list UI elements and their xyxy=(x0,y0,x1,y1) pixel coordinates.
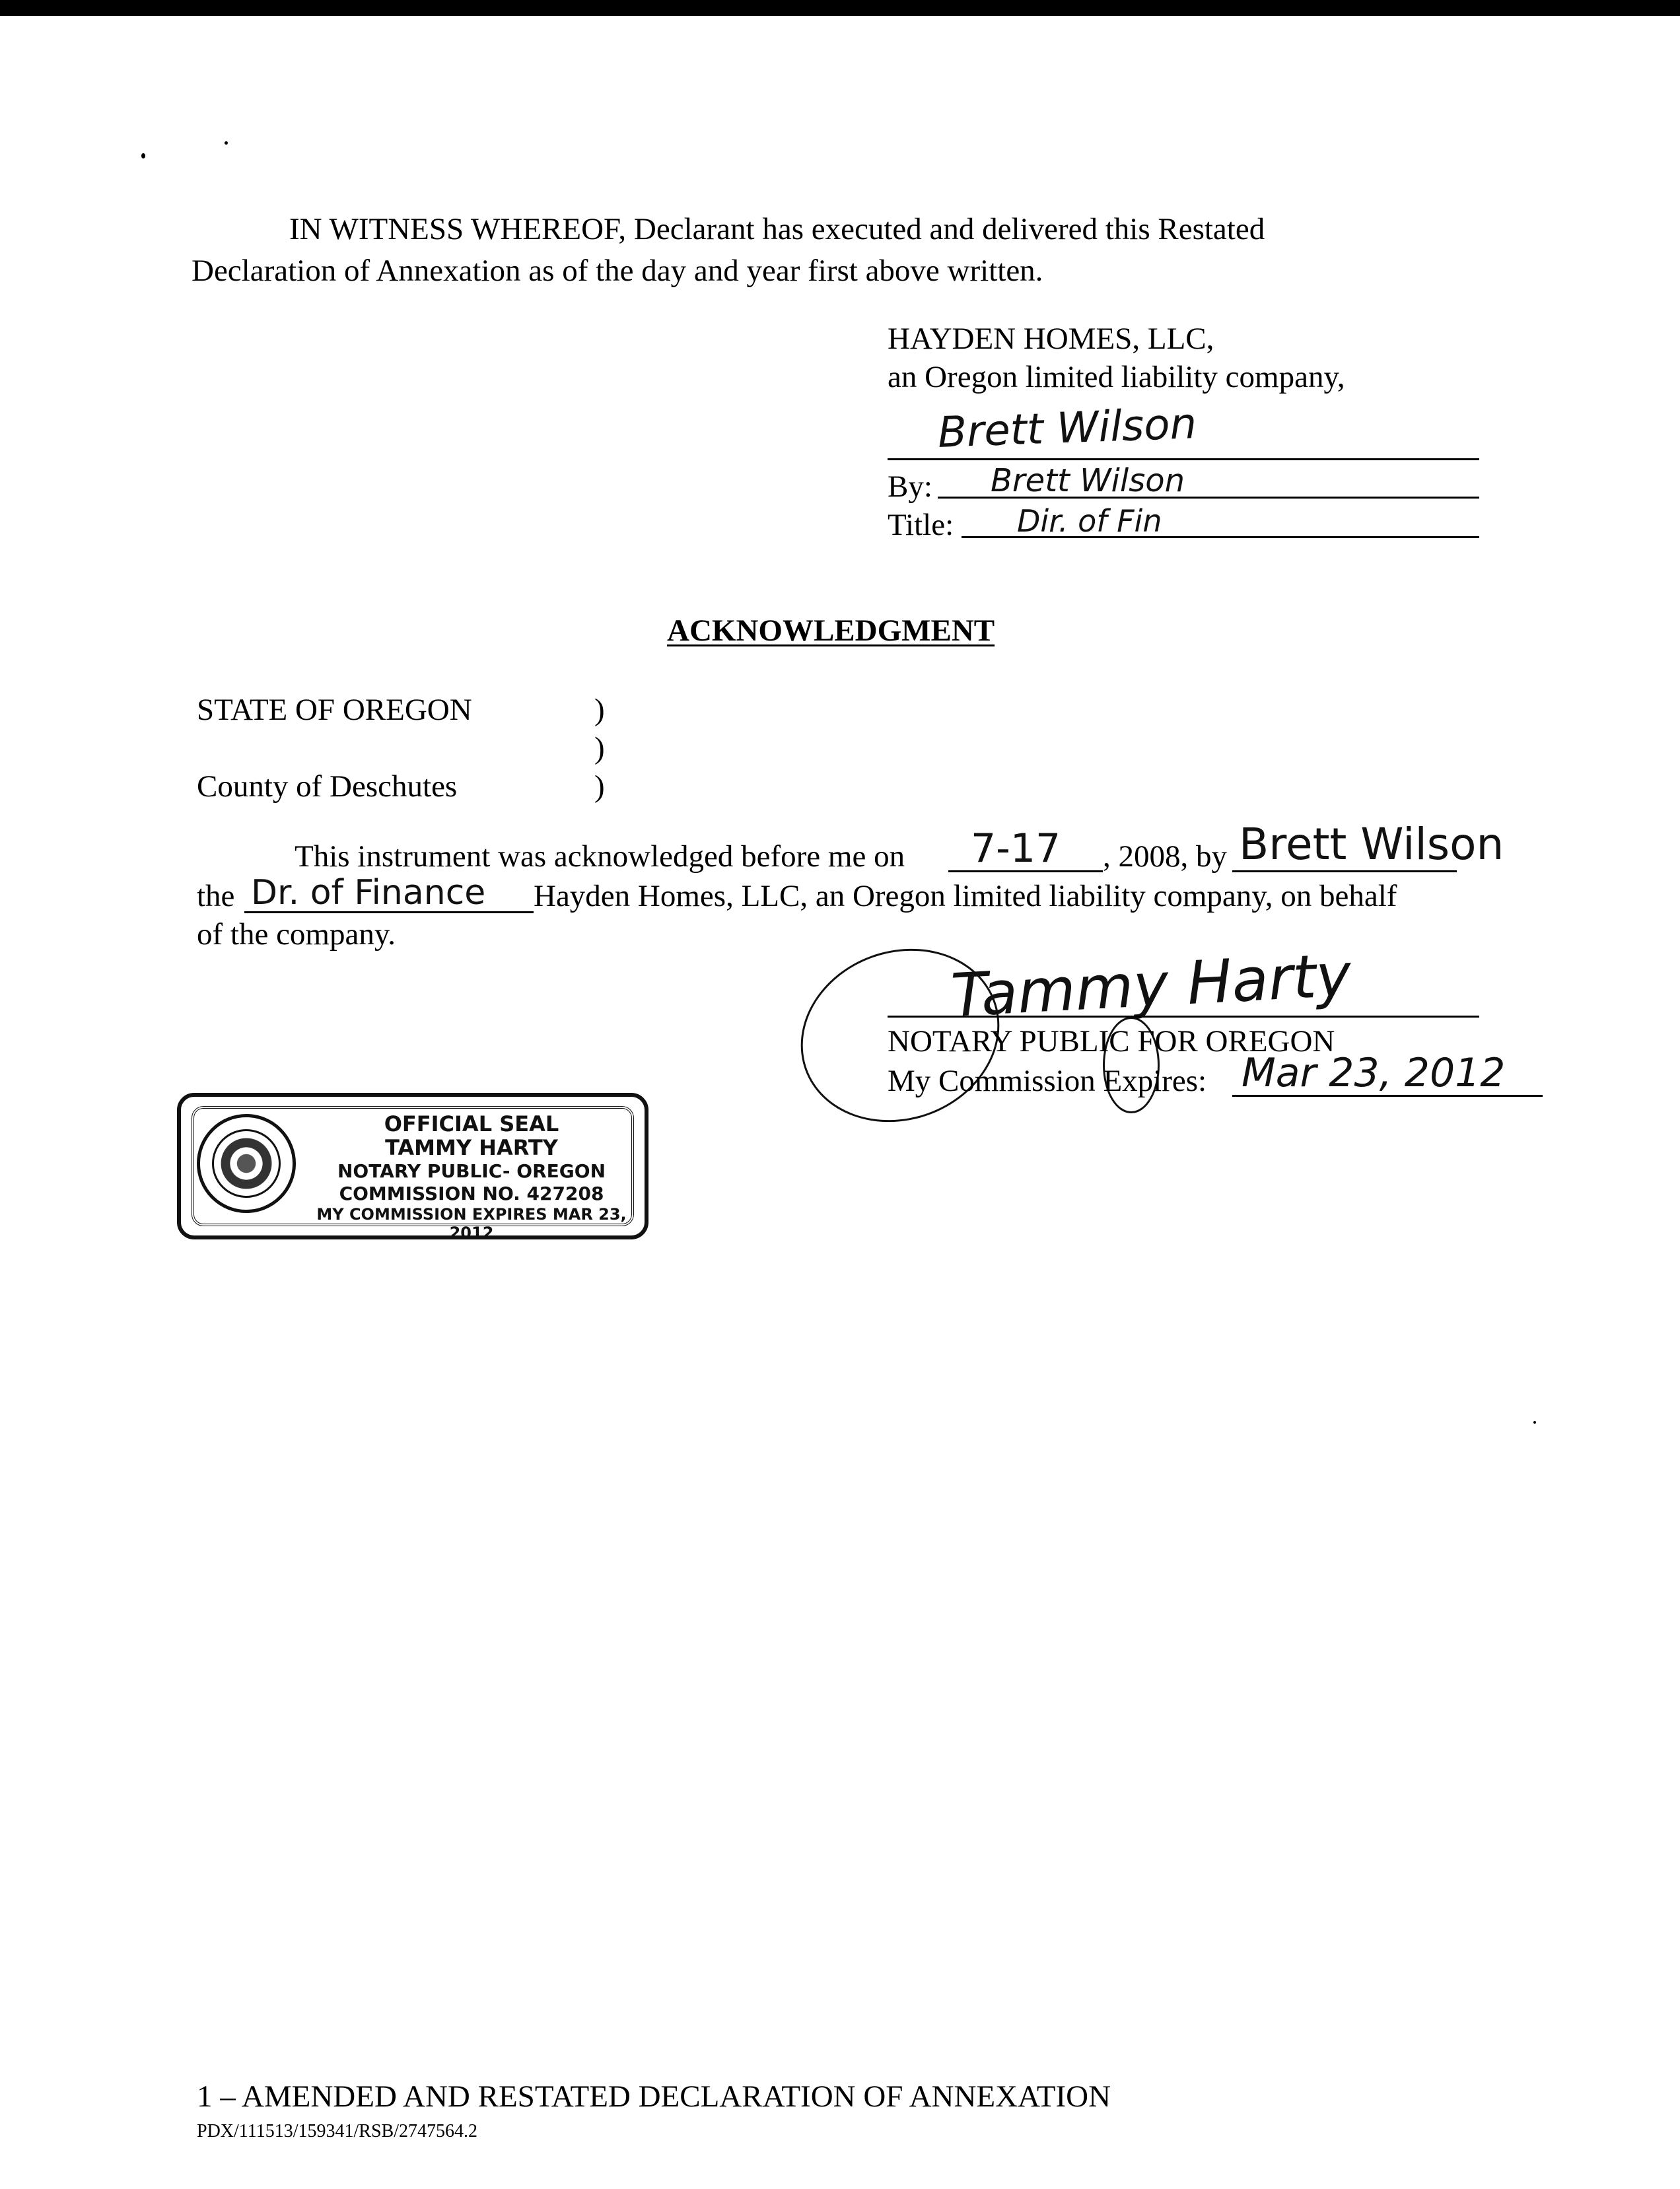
notary-label: NOTARY PUBLIC FOR OREGON xyxy=(888,1024,1335,1059)
commission-expires-line xyxy=(1232,1095,1543,1097)
company-name: HAYDEN HOMES, LLC, xyxy=(888,322,1214,356)
state-seal-emblem-icon xyxy=(197,1114,296,1213)
footer-code: PDX/111513/159341/RSB/2747564.2 xyxy=(197,2121,477,2141)
title-value: Dir. of Fin xyxy=(1017,503,1162,539)
intro-line-2: Declaration of Annexation as of the day and year first above written. xyxy=(192,254,1043,288)
seal-line-1: OFFICIAL SEAL xyxy=(384,1111,559,1136)
scan-top-border xyxy=(0,0,1680,16)
paren: ) xyxy=(594,769,605,804)
seal-line-4: COMMISSION NO. 427208 xyxy=(339,1183,604,1204)
title-line xyxy=(962,536,1479,538)
state-label: STATE OF OREGON xyxy=(197,693,472,727)
ack-date: 7-17 xyxy=(971,825,1061,872)
commission-expires-label: My Commission Expires: xyxy=(888,1064,1207,1098)
by-value: Brett Wilson xyxy=(991,462,1185,499)
notary-signature-line xyxy=(888,1016,1479,1018)
company-description: an Oregon limited liability company, xyxy=(888,360,1345,394)
footer-title: 1 – AMENDED AND RESTATED DECLARATION OF ANNEXATION xyxy=(197,2079,1111,2114)
commission-expires-value: Mar 23, 2012 xyxy=(1242,1050,1506,1096)
date-line xyxy=(948,870,1103,872)
by-line xyxy=(938,497,1479,499)
intro-line-1: IN WITNESS WHEREOF, Declarant has executed and delivered this Restated xyxy=(289,212,1265,246)
ack-by-name: Brett Wilson xyxy=(1239,819,1504,870)
paren: ) xyxy=(594,693,605,727)
scan-speck xyxy=(141,153,145,158)
seal-line-2: TAMMY HARTY xyxy=(385,1135,558,1160)
notary-signature: Tammy Harty xyxy=(949,940,1353,1031)
ack-body-end: of the company. xyxy=(197,917,396,952)
seal-line-5: MY COMMISSION EXPIRES MAR 23, 2012 xyxy=(316,1205,627,1242)
by-name-line xyxy=(1232,870,1457,872)
ack-title-line xyxy=(244,911,534,913)
by-label: By: xyxy=(888,469,932,504)
official-seal-stamp xyxy=(177,1093,648,1242)
ack-year: , 2008, by xyxy=(1103,839,1227,874)
title-label: Title: xyxy=(888,508,954,542)
ack-the-label: the xyxy=(197,879,235,913)
signature-line xyxy=(888,458,1479,460)
paren: ) xyxy=(594,731,605,765)
ack-body-rest: Hayden Homes, LLC, an Oregon limited liability company, on behalf xyxy=(534,879,1397,913)
ack-body-prefix: This instrument was acknowledged before me on xyxy=(295,839,905,874)
acknowledgment-heading: ACKNOWLEDGMENT xyxy=(667,613,995,648)
scan-speck xyxy=(1533,1421,1536,1424)
scan-speck xyxy=(225,141,228,145)
seal-line-3: NOTARY PUBLIC- OREGON xyxy=(337,1160,606,1182)
ack-title-value: Dr. of Finance xyxy=(251,873,486,913)
county-label: County of Deschutes xyxy=(197,769,458,804)
declarant-signature: Brett Wilson xyxy=(936,400,1198,458)
